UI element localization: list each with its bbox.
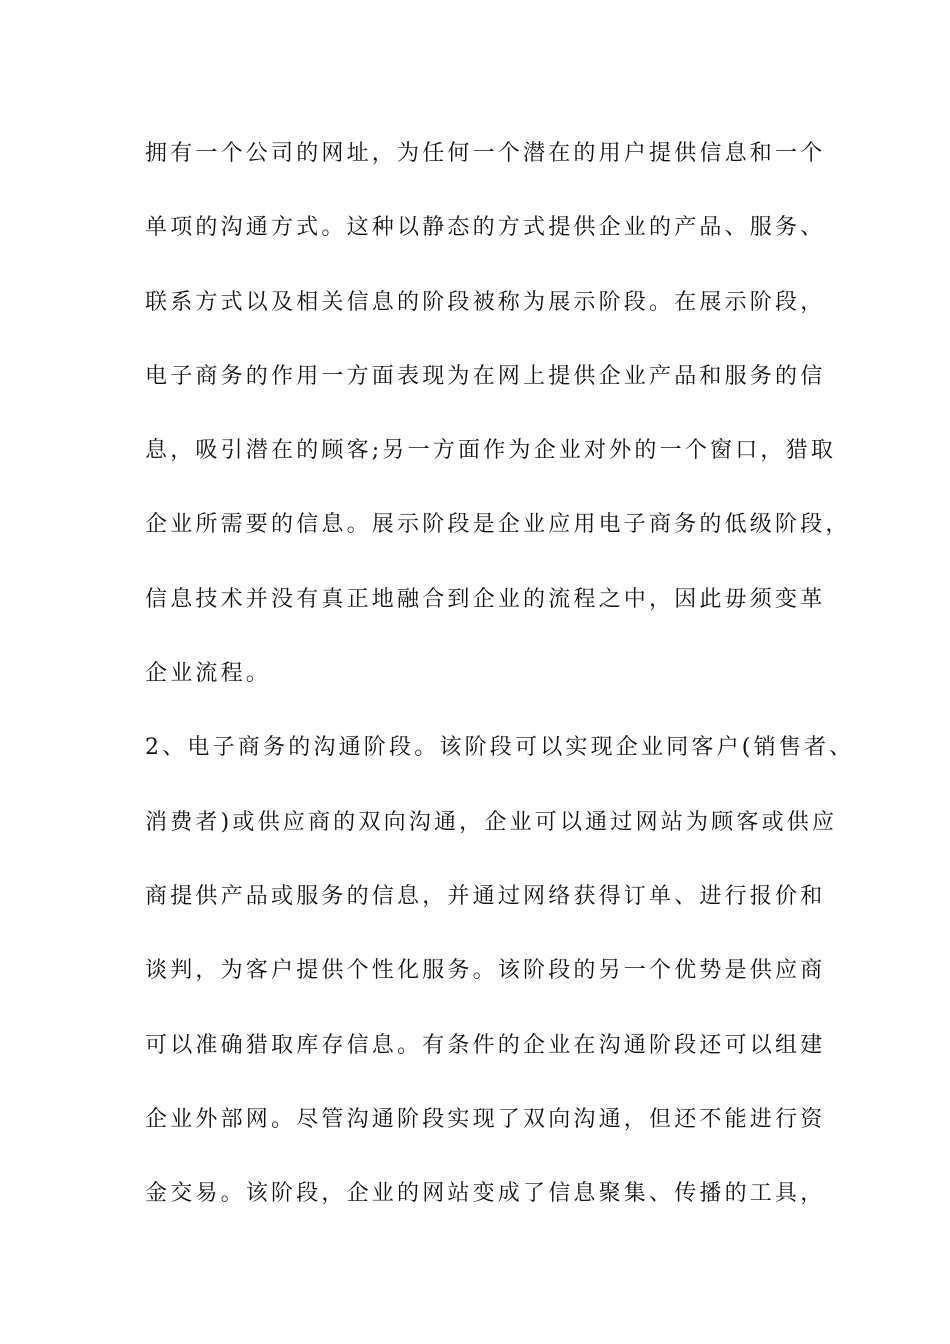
- text-line: 企业流程。: [145, 661, 272, 687]
- text-line: 息，吸引潜在的顾客;另一方面作为企业对外的一个窗口，猎取: [145, 438, 837, 464]
- text-line: 单项的沟通方式。这种以静态的方式提供企业的产品、服务、: [145, 215, 826, 241]
- text-line: 金交易。该阶段，企业的网站变成了信息聚集、传播的工具，: [145, 1181, 826, 1207]
- text-line: 谈判，为客户提供个性化服务。该阶段的另一个优势是供应商: [145, 958, 826, 984]
- text-line: 企业所需要的信息。展示阶段是企业应用电子商务的低级阶段，: [145, 512, 851, 538]
- text-line: 2、电子商务的沟通阶段。该阶段可以实现企业同客户(销售者、: [145, 735, 855, 761]
- document-body: [145, 134, 855, 1248]
- text-line: 消费者)或供应商的双向沟通，企业可以通过网站为顾客或供应: [145, 809, 838, 835]
- text-line: 联系方式以及相关信息的阶段被称为展示阶段。在展示阶段，: [145, 289, 826, 315]
- text-line: 商提供产品或服务的信息，并通过网络获得订单、进行报价和: [145, 883, 826, 909]
- text-line: 企业外部网。尽管沟通阶段实现了双向沟通，但还不能进行资: [145, 1106, 826, 1132]
- text-line: 可以准确猎取库存信息。有条件的企业在沟通阶段还可以组建: [145, 1032, 826, 1058]
- text-line: 电子商务的作用一方面表现为在网上提供企业产品和服务的信: [145, 363, 826, 389]
- text-line: 信息技术并没有真正地融合到企业的流程之中，因此毋须变革: [145, 586, 826, 612]
- text-line: 拥有一个公司的网址，为任何一个潜在的用户提供信息和一个: [145, 141, 826, 166]
